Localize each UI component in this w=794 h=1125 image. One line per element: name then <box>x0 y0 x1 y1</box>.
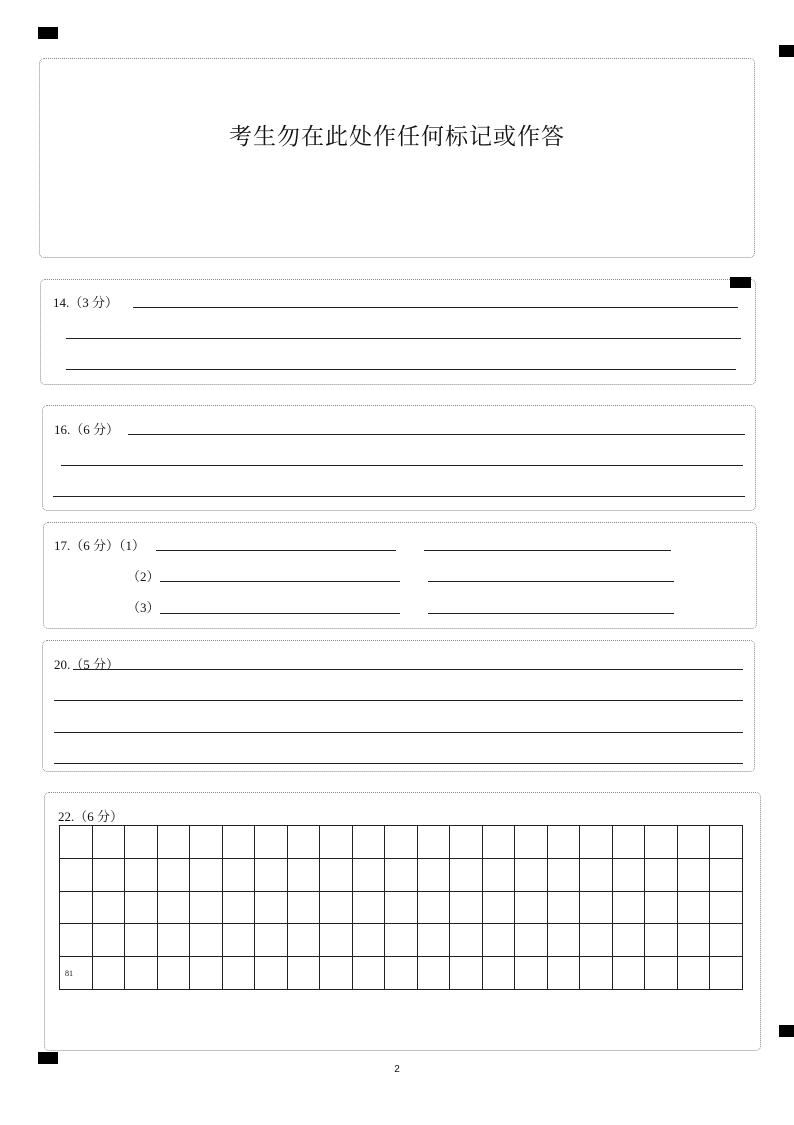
grid-cell[interactable] <box>677 826 710 859</box>
grid-cell[interactable] <box>677 924 710 957</box>
grid-cell[interactable] <box>287 891 320 924</box>
grid-cell[interactable] <box>385 924 418 957</box>
grid-cell[interactable] <box>287 924 320 957</box>
answer-line-q17-1b[interactable] <box>424 550 671 551</box>
grid-cell[interactable] <box>352 858 385 891</box>
grid-cell[interactable] <box>515 924 548 957</box>
grid-row <box>60 924 743 957</box>
grid-cell[interactable] <box>320 891 353 924</box>
grid-cell[interactable] <box>385 957 418 990</box>
question-label-q14: 14.（3 分） <box>53 295 119 310</box>
grid-row <box>60 826 743 859</box>
answer-line-q20-3[interactable] <box>54 732 743 733</box>
grid-cell[interactable] <box>255 858 288 891</box>
grid-cell[interactable] <box>60 826 93 859</box>
grid-cell[interactable] <box>547 891 580 924</box>
grid-cell[interactable] <box>222 826 255 859</box>
grid-cell[interactable] <box>125 891 158 924</box>
answer-line-q17-1a[interactable] <box>156 550 396 551</box>
registration-marker-top-left <box>38 27 58 39</box>
grid-cell[interactable] <box>417 858 450 891</box>
no-answer-zone <box>39 58 755 258</box>
grid-cell[interactable] <box>450 858 483 891</box>
grid-cell[interactable] <box>320 924 353 957</box>
grid-cell[interactable] <box>222 858 255 891</box>
grid-cell[interactable] <box>287 957 320 990</box>
grid-cell[interactable] <box>190 957 223 990</box>
grid-cell[interactable] <box>60 891 93 924</box>
grid-cell[interactable] <box>320 826 353 859</box>
grid-cell[interactable] <box>385 858 418 891</box>
grid-cell[interactable] <box>645 891 678 924</box>
question-label-q22: 22.（6 分） <box>58 809 124 824</box>
page-number: 2 <box>394 1064 400 1075</box>
grid-cell[interactable] <box>255 957 288 990</box>
grid-cell[interactable] <box>255 891 288 924</box>
answer-line-q20-1[interactable] <box>73 669 743 670</box>
grid-cell[interactable] <box>92 891 125 924</box>
answer-box-q14 <box>40 279 756 385</box>
sub-label-q17-2: （2） <box>127 569 160 584</box>
answer-box-q16 <box>42 405 756 511</box>
grid-cell[interactable] <box>320 957 353 990</box>
grid-cell[interactable] <box>157 924 190 957</box>
grid-cell[interactable] <box>157 891 190 924</box>
grid-cell[interactable] <box>450 957 483 990</box>
grid-cell[interactable] <box>710 891 743 924</box>
grid-cell[interactable] <box>482 924 515 957</box>
grid-cell[interactable] <box>482 858 515 891</box>
grid-cell[interactable] <box>287 858 320 891</box>
grid-cell[interactable] <box>450 924 483 957</box>
answer-box-q17 <box>43 522 757 629</box>
answer-line-q20-2[interactable] <box>54 700 743 701</box>
answer-line-q16-1[interactable] <box>128 434 745 435</box>
grid-cell[interactable] <box>677 957 710 990</box>
question-label-q20: 20.（5 分） <box>54 657 120 672</box>
grid-cell[interactable] <box>352 957 385 990</box>
registration-marker-bottom-right <box>779 1025 794 1037</box>
grid-cell[interactable] <box>190 924 223 957</box>
registration-marker-bottom-left <box>38 1052 58 1064</box>
grid-cell[interactable] <box>450 826 483 859</box>
answer-line-q14-2[interactable] <box>66 338 741 339</box>
grid-cell[interactable] <box>417 957 450 990</box>
answer-line-q17-2a[interactable] <box>160 581 400 582</box>
grid-cell[interactable] <box>547 858 580 891</box>
grid-cell[interactable] <box>222 891 255 924</box>
grid-row <box>60 957 743 990</box>
grid-cell[interactable] <box>677 891 710 924</box>
grid-cell[interactable] <box>710 858 743 891</box>
answer-line-q14-1[interactable] <box>133 307 738 308</box>
grid-cell[interactable] <box>125 858 158 891</box>
grid-cell[interactable] <box>60 924 93 957</box>
grid-cell[interactable] <box>157 957 190 990</box>
grid-cell[interactable] <box>612 858 645 891</box>
grid-cell[interactable] <box>157 826 190 859</box>
grid-cell[interactable] <box>157 858 190 891</box>
grid-cell[interactable] <box>92 924 125 957</box>
grid-cell[interactable] <box>547 924 580 957</box>
grid-cell[interactable] <box>677 858 710 891</box>
grid-cell[interactable] <box>417 826 450 859</box>
answer-line-q16-2[interactable] <box>61 465 743 466</box>
grid-cell[interactable] <box>60 858 93 891</box>
composition-grid <box>59 825 743 990</box>
grid-row <box>60 858 743 891</box>
grid-cell[interactable] <box>222 957 255 990</box>
grid-cell[interactable] <box>222 924 255 957</box>
grid-cell[interactable] <box>482 891 515 924</box>
grid-cell[interactable] <box>417 891 450 924</box>
grid-cell[interactable] <box>125 957 158 990</box>
answer-line-q16-3[interactable] <box>53 496 745 497</box>
grid-cell[interactable] <box>385 891 418 924</box>
grid-cell[interactable] <box>580 826 613 859</box>
answer-box-q22 <box>44 792 761 1051</box>
grid-cell[interactable] <box>190 858 223 891</box>
grid-cell[interactable] <box>645 924 678 957</box>
grid-cell[interactable] <box>255 924 288 957</box>
grid-cell[interactable] <box>515 858 548 891</box>
grid-cell[interactable] <box>515 957 548 990</box>
question-label-q16: 16.（6 分） <box>54 422 120 437</box>
answer-line-q20-4[interactable] <box>54 763 743 764</box>
answer-line-q17-3a[interactable] <box>160 613 400 614</box>
answer-box-q20 <box>42 640 755 772</box>
grid-cell[interactable] <box>612 826 645 859</box>
grid-cell[interactable] <box>710 924 743 957</box>
grid-cell[interactable] <box>92 858 125 891</box>
grid-cell[interactable] <box>580 891 613 924</box>
sub-label-q17-3: （3） <box>127 600 160 615</box>
answer-line-q17-3b[interactable] <box>428 613 674 614</box>
registration-marker-q14 <box>730 277 751 288</box>
grid-cell[interactable] <box>612 924 645 957</box>
grid-cell[interactable] <box>710 957 743 990</box>
grid-cell[interactable] <box>125 924 158 957</box>
grid-cell[interactable] <box>385 826 418 859</box>
grid-cell[interactable] <box>580 858 613 891</box>
grid-cell[interactable] <box>645 858 678 891</box>
grid-cell[interactable] <box>645 957 678 990</box>
answer-line-q17-2b[interactable] <box>428 581 674 582</box>
grid-cell[interactable] <box>645 826 678 859</box>
grid-cell[interactable] <box>352 891 385 924</box>
grid-cell[interactable] <box>417 924 450 957</box>
no-answer-notice: 考生勿在此处作任何标记或作答 <box>229 123 565 150</box>
grid-cell[interactable] <box>255 826 288 859</box>
grid-cell[interactable] <box>515 826 548 859</box>
grid-cell[interactable] <box>482 826 515 859</box>
grid-cell[interactable] <box>515 891 548 924</box>
grid-cell[interactable] <box>580 957 613 990</box>
question-label-q17: 17.（6 分）（1） <box>54 538 146 553</box>
grid-cell[interactable] <box>482 957 515 990</box>
grid-cell[interactable] <box>287 826 320 859</box>
grid-cell[interactable] <box>450 891 483 924</box>
grid-cell-counter[interactable]: 81 <box>60 957 93 990</box>
grid-cell[interactable] <box>92 826 125 859</box>
registration-marker-top-right <box>779 45 794 57</box>
grid-row <box>60 891 743 924</box>
grid-cell[interactable] <box>125 826 158 859</box>
answer-line-q14-3[interactable] <box>66 369 736 370</box>
grid-cell[interactable] <box>190 826 223 859</box>
grid-cell[interactable] <box>612 891 645 924</box>
grid-cell[interactable] <box>710 826 743 859</box>
grid-cell[interactable] <box>352 826 385 859</box>
grid-cell[interactable] <box>612 957 645 990</box>
grid-cell[interactable] <box>320 858 353 891</box>
grid-cell[interactable] <box>190 891 223 924</box>
grid-cell[interactable] <box>352 924 385 957</box>
grid-cell[interactable] <box>547 957 580 990</box>
grid-cell[interactable] <box>92 957 125 990</box>
grid-cell[interactable] <box>547 826 580 859</box>
grid-cell[interactable] <box>580 924 613 957</box>
